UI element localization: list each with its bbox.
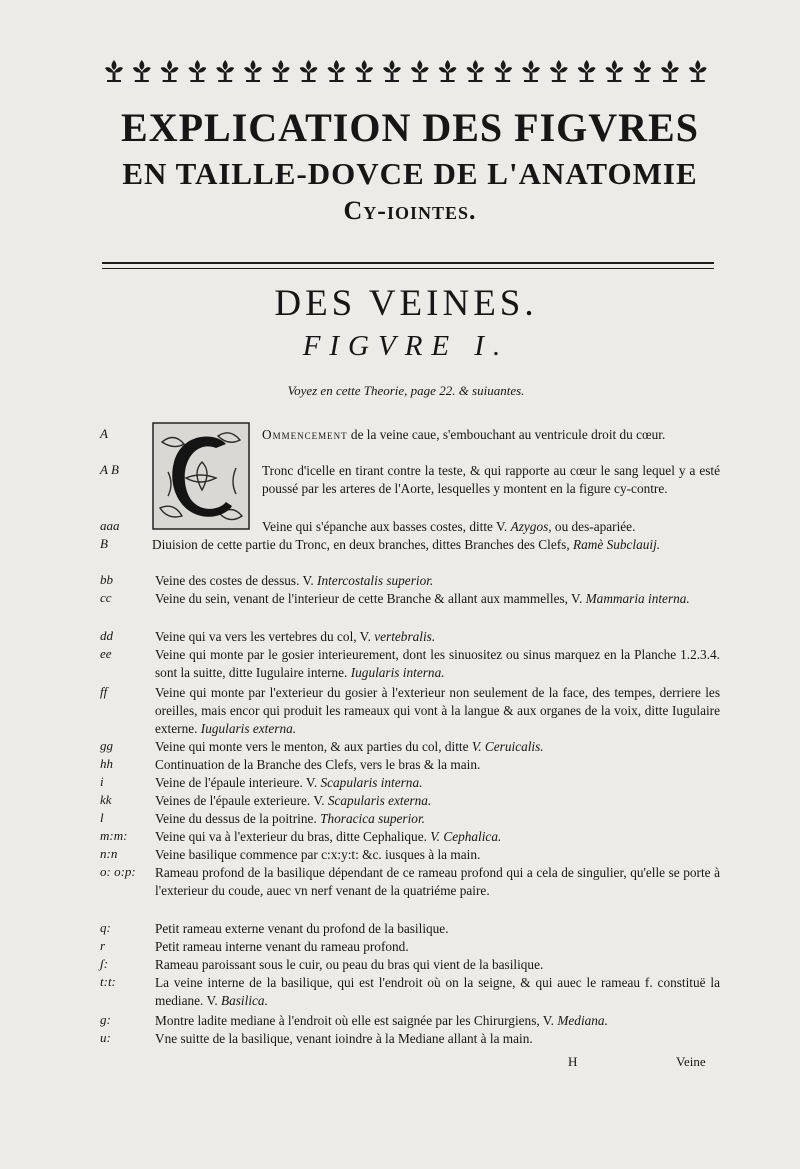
fleuron-icon [383, 60, 401, 82]
legend-key: hh [100, 756, 113, 771]
legend-entry: Veine qui monte par l'exterieur du gosier à l'exterieur non seulement de la face, des tempes, derriere les oreilles, mais encor qui produit les rameaux qui vont à la langue & aux organes de la voix, ditte Iugulaire externe. Iugularis externa. [155, 685, 720, 736]
latin-term: V. Cephalica. [430, 829, 502, 844]
legend-key: t:t: [100, 974, 116, 989]
legend-entry: Rameau paroissant sous le cuir, ou peau du bras qui vient de la basilique. [155, 957, 544, 972]
title-line-3: Cy-iointes. [343, 196, 477, 225]
legend-entry: Vne suitte de la basilique, venant ioindre à la Mediane allant à la main. [155, 1031, 533, 1046]
legend-key: o: o:p: [100, 864, 136, 879]
legend-key: q: [100, 920, 111, 935]
legend-entry: Continuation de la Branche des Clefs, vers le bras & la main. [155, 757, 481, 772]
latin-term: Iugularis interna. [350, 665, 445, 680]
legend-entry: Veines de l'épaule exterieure. V. Scapularis externa. [155, 793, 432, 808]
legend-entry: La veine interne de la basilique, qui est l'endroit où on la seigne, & qui auec le rameau f. constituë la mediane. V. Basilica. [155, 975, 720, 1008]
latin-term: Intercostalis superior. [317, 573, 434, 588]
fleuron-icon [522, 60, 540, 82]
legend-key: g: [100, 1012, 111, 1027]
fleuron-icon [494, 60, 512, 82]
latin-term: Iugularis externa. [200, 721, 297, 736]
latin-term: Mediana. [557, 1013, 608, 1028]
fleuron-icon [466, 60, 484, 82]
fleuron-icon [689, 60, 707, 82]
legend-key: dd [100, 628, 113, 643]
fleuron-icon [633, 60, 651, 82]
decorated-initial-c-icon [152, 422, 250, 530]
legend-key: ʃ: [100, 956, 109, 971]
figure-title: FIGVRE I. [302, 330, 510, 362]
latin-term: Thoracica superior. [320, 811, 425, 826]
fleuron-icon [605, 60, 623, 82]
fleuron-icon [272, 60, 290, 82]
fleuron-icon [244, 60, 262, 82]
catchword: Veine [676, 1054, 706, 1069]
fleuron-icon [161, 60, 179, 82]
section-title: DES VEINES. [274, 283, 538, 324]
legend-entry: Ommencement de la veine caue, s'embouchant au ventricule droit du cœur. [262, 427, 666, 442]
legend-entry: Veine des costes de dessus. V. Intercostalis superior. [155, 573, 434, 588]
legend-key: l [100, 810, 104, 825]
fleuron-icon [550, 60, 568, 82]
latin-term: Azygos [510, 519, 549, 534]
legend-entry: Veine qui va à l'exterieur du bras, ditte Cephalique. V. Cephalica. [155, 829, 502, 844]
title-line-2: EN TAILLE-DOVCE DE L'ANATOMIE [122, 156, 698, 191]
legend-key: aaa [100, 518, 120, 533]
legend-entry: Montre ladite mediane à l'endroit où elle est saignée par les Chirurgiens, V. Mediana. [155, 1013, 608, 1028]
legend-entry: Petit rameau externe venant du profond de la basilique. [155, 921, 449, 936]
legend-entry: Veine basilique commence par c:x:y:t: &c. iusques à la main. [155, 847, 481, 862]
title-line-1: EXPLICATION DES FIGVRES [121, 105, 699, 150]
legend-key: m:m: [100, 828, 128, 843]
fleuron-icon [661, 60, 679, 82]
latin-term: Scapularis externa. [327, 793, 432, 808]
legend-key: kk [100, 792, 112, 807]
legend-entry: Rameau profond de la basilique dépendant de ce rameau profond qui a cela de singulier, qu'elle se porte à l'exterieur du coude, auec vn nerf venant de la quatriéme paire. [155, 865, 720, 898]
legend-key: gg [100, 738, 113, 753]
latin-term: Basilica. [220, 993, 268, 1008]
legend-entry: Petit rameau interne venant du rameau profond. [155, 939, 409, 954]
legend-entry: Veine du sein, venant de l'interieur de cette Branche & allant aux mammelles, V. Mammaria interna. [155, 591, 690, 606]
fleuron-icon [578, 60, 596, 82]
legend-key: ee [100, 646, 112, 661]
legend-key: i [100, 774, 104, 789]
fleuron-icon [188, 60, 206, 82]
latin-term: Scapularis interna. [320, 775, 423, 790]
legend-entry: Veine de l'épaule interieure. V. Scapularis interna. [155, 775, 423, 790]
fleuron-icon [355, 60, 373, 82]
fleuron-icon [439, 60, 457, 82]
fleuron-icon [327, 60, 345, 82]
legend-entry: Tronc d'icelle en tirant contre la teste, & qui rapporte au cœur le sang lequel y a esté poussé par les arteres de l'Aorte, lesquelles y montent en la figure cy-contre. [262, 463, 720, 496]
fleuron-icon [133, 60, 151, 82]
legend-entry: Veine du dessus de la poitrine. Thoracica superior. [155, 811, 425, 826]
latin-term: V. Ceruicalis. [471, 739, 544, 754]
reference-line: Voyez en cette Theorie, page 22. & suiuantes. [287, 383, 525, 398]
legend-key: r [100, 938, 106, 953]
entry-lead-word: Ommencement [262, 427, 348, 442]
legend-key: ff [100, 684, 108, 699]
fleuron-icon [105, 60, 123, 82]
legend-key: bb [100, 572, 113, 587]
latin-term: Ramè Subclauij. [572, 537, 661, 552]
title-rule-divider [102, 262, 714, 269]
legend-entry: Veine qui s'épanche aux basses costes, ditte V. Azygos, ou des-apariée. [262, 519, 636, 534]
legend-key: A [100, 426, 108, 441]
signature-mark: H [568, 1054, 578, 1069]
legend-entry: Veine qui va vers les vertebres du col, V. vertebralis. [155, 629, 436, 644]
legend-key: A B [100, 462, 119, 477]
latin-term: Mammaria interna. [585, 591, 690, 606]
fleuron-ornament-band [100, 56, 712, 84]
legend-entry: Diuision de cette partie du Tronc, en deux branches, dittes Branches des Clefs, Ramè Subclauij. [152, 537, 661, 552]
fleuron-icon [216, 60, 234, 82]
legend-entry: Veine qui monte par le gosier interieurement, dont les sinuositez ou sinus marquez en la Planche 1.2.3.4. sont la suitte, ditte Iugulaire interne. Iugularis interna. [155, 647, 720, 680]
fleuron-icon [411, 60, 429, 82]
legend-key: u: [100, 1030, 111, 1045]
fleuron-icon [300, 60, 318, 82]
latin-term: vertebralis. [374, 629, 436, 644]
legend-key: cc [100, 590, 112, 605]
legend-entry: Veine qui monte vers le menton, & aux parties du col, ditte V. Ceruicalis. [155, 739, 544, 754]
legend-key: B [100, 536, 108, 551]
legend-key: n:n [100, 846, 118, 861]
